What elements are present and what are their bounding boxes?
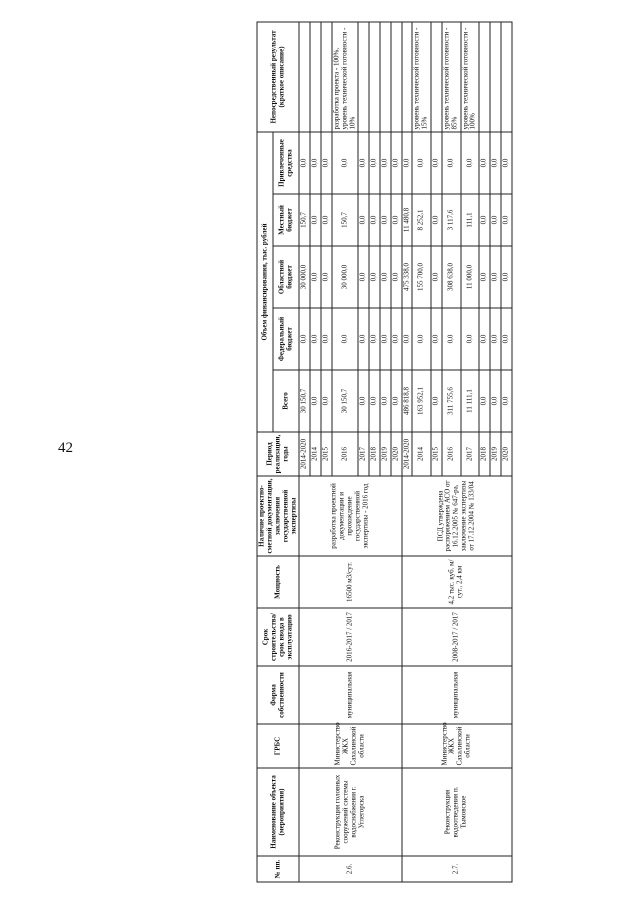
funding-table [257,22,513,883]
cell-attracted: 0,0 [332,132,358,194]
cell-attracted: 0,0 [490,132,501,194]
cell-result [431,22,442,132]
cell-result [321,22,332,132]
object-term: 2016-2017 / 2017 [299,608,401,666]
header-docs: Наличие проектно-сметной документации, заключения государственной экспертизы [257,476,299,556]
cell-regional: 0,0 [310,246,321,308]
cell-period: 2016 [442,432,461,476]
cell-regional: 0,0 [479,246,490,308]
cell-result: уровень технической готовности - 15% [412,22,431,132]
cell-attracted: 0,0 [299,132,310,194]
header-result: Непосредственный результат (краткое описание) [257,22,299,132]
cell-federal: 0,0 [391,308,402,370]
cell-local: 0,0 [501,194,512,246]
cell-federal: 0,0 [332,308,358,370]
header-term: Срок строительства/ срок ввода в эксплуатацию [257,608,299,666]
cell-attracted: 0,0 [442,132,461,194]
cell-local: 150,7 [299,194,310,246]
cell-result [358,22,369,132]
object-grbs: Министерство ЖКХ Сахалинской области [402,724,512,768]
object-name: Реконструкция водоотведения п. Тымовское [402,768,512,856]
cell-regional: 0,0 [490,246,501,308]
header-ownership: Форма собственности [257,666,299,724]
header-local: Местный бюджет [273,194,300,246]
cell-total: 0,0 [479,370,490,432]
object-capacity: 16500 м3/сут. [299,556,401,608]
cell-attracted: 0,0 [358,132,369,194]
cell-result [402,22,413,132]
cell-federal: 0,0 [490,308,501,370]
object-ownership: муниципальная [299,666,401,724]
cell-attracted: 0,0 [461,132,480,194]
cell-local: 11 480,8 [402,194,413,246]
object-ownership: муниципальная [402,666,512,724]
cell-attracted: 0,0 [479,132,490,194]
cell-result [391,22,402,132]
cell-total: 30 150,7 [332,370,358,432]
cell-regional: 0,0 [431,246,442,308]
cell-total: 163 952,1 [412,370,431,432]
cell-federal: 0,0 [402,308,413,370]
cell-result [299,22,310,132]
cell-local: 0,0 [358,194,369,246]
header-attracted: Привлеченные средства [273,132,300,194]
cell-period: 2015 [321,432,332,476]
cell-local: 8 252,1 [412,194,431,246]
cell-attracted: 0,0 [412,132,431,194]
cell-regional: 30 000,0 [299,246,310,308]
cell-period: 2016 [332,432,358,476]
header-row [257,22,272,882]
object-grbs: Министерство ЖКХ Сахалинской области [299,724,401,768]
header-period: Период реализации, годы [257,432,299,476]
header-regional: Областной бюджет [273,246,300,308]
cell-regional: 0,0 [369,246,380,308]
cell-attracted: 0,0 [431,132,442,194]
cell-total: 0,0 [431,370,442,432]
cell-total: 486 818,8 [402,370,413,432]
cell-local: 0,0 [380,194,391,246]
cell-attracted: 0,0 [501,132,512,194]
cell-result: разработка проекта - 100%, уровень технической готовности - 10% [332,22,358,132]
object-term: 2008-2017 / 2017 [402,608,512,666]
object-docs: ПСД утверждена распоряжением АСО от 16.12.2005 № 647-ра, заключение экспертизы от 17.12.2004 № 133/04 [402,476,512,556]
cell-result [369,22,380,132]
object-name: Реконструкция головных сооружений системы водоснабжения г. Углегорска [299,768,401,856]
cell-local: 0,0 [391,194,402,246]
cell-regional: 30 000,0 [332,246,358,308]
object-num: 2.6. [299,856,401,882]
cell-local: 3 117,6 [442,194,461,246]
cell-regional: 155 700,0 [412,246,431,308]
cell-local: 0,0 [369,194,380,246]
cell-period: 2014 [310,432,321,476]
rotated-document [257,14,510,891]
cell-regional: 475 338,0 [402,246,413,308]
cell-total: 0,0 [369,370,380,432]
cell-result: уровень технической готовности - 85% [442,22,461,132]
page-number: 42 [58,440,73,456]
cell-federal: 0,0 [321,308,332,370]
cell-federal: 0,0 [412,308,431,370]
cell-result [380,22,391,132]
cell-total: 0,0 [321,370,332,432]
cell-result: уровень технической готовности - 100% [461,22,480,132]
cell-period: 2020 [501,432,512,476]
cell-period: 2017 [358,432,369,476]
table-row [402,22,413,882]
object-docs: разработка проектной документации и прохождение государственной экспертизы - 2016 год [299,476,401,556]
cell-regional: 0,0 [391,246,402,308]
cell-attracted: 0,0 [321,132,332,194]
cell-attracted: 0,0 [391,132,402,194]
cell-federal: 0,0 [299,308,310,370]
cell-period: 2014-2020 [299,432,310,476]
cell-local: 111,1 [461,194,480,246]
cell-local: 0,0 [490,194,501,246]
cell-federal: 0,0 [380,308,391,370]
cell-federal: 0,0 [461,308,480,370]
cell-federal: 0,0 [310,308,321,370]
cell-federal: 0,0 [479,308,490,370]
cell-period: 2019 [490,432,501,476]
header-total: Всего [273,370,300,432]
cell-total: 0,0 [310,370,321,432]
header-capacity: Мощность [257,556,299,608]
cell-regional: 0,0 [358,246,369,308]
cell-total: 0,0 [358,370,369,432]
cell-regional: 0,0 [321,246,332,308]
cell-local: 150,7 [332,194,358,246]
cell-federal: 0,0 [442,308,461,370]
header-federal: Федеральный бюджет [273,308,300,370]
header-funding: Объем финансирования, тыс. рублей [257,132,272,432]
cell-result [479,22,490,132]
cell-local: 0,0 [479,194,490,246]
cell-period: 2015 [431,432,442,476]
cell-federal: 0,0 [431,308,442,370]
table-row [299,22,310,882]
cell-period: 2019 [380,432,391,476]
cell-total: 0,0 [490,370,501,432]
cell-attracted: 0,0 [380,132,391,194]
cell-total: 0,0 [501,370,512,432]
cell-regional: 0,0 [501,246,512,308]
cell-attracted: 0,0 [402,132,413,194]
cell-period: 2018 [369,432,380,476]
cell-local: 0,0 [310,194,321,246]
header-grbs: ГРБС [257,724,299,768]
header-name: Наименование объекта (мероприятия) [257,768,299,856]
cell-period: 2014-2020 [402,432,413,476]
cell-local: 0,0 [431,194,442,246]
cell-local: 0,0 [321,194,332,246]
cell-period: 2020 [391,432,402,476]
header-num: № пп. [257,856,299,882]
cell-regional: 0,0 [380,246,391,308]
cell-result [310,22,321,132]
cell-federal: 0,0 [369,308,380,370]
cell-period: 2014 [412,432,431,476]
cell-attracted: 0,0 [310,132,321,194]
cell-total: 30 150,7 [299,370,310,432]
cell-attracted: 0,0 [369,132,380,194]
cell-period: 2017 [461,432,480,476]
cell-total: 0,0 [391,370,402,432]
cell-result [501,22,512,132]
object-num: 2.7. [402,856,512,882]
cell-result [490,22,501,132]
cell-total: 0,0 [380,370,391,432]
cell-total: 11 111,1 [461,370,480,432]
cell-federal: 0,0 [501,308,512,370]
cell-federal: 0,0 [358,308,369,370]
cell-period: 2018 [479,432,490,476]
cell-regional: 11 000,0 [461,246,480,308]
cell-total: 311 755,6 [442,370,461,432]
object-capacity: 4,2 тыс. куб. м/сут., 2,4 км [402,556,512,608]
cell-regional: 308 638,0 [442,246,461,308]
